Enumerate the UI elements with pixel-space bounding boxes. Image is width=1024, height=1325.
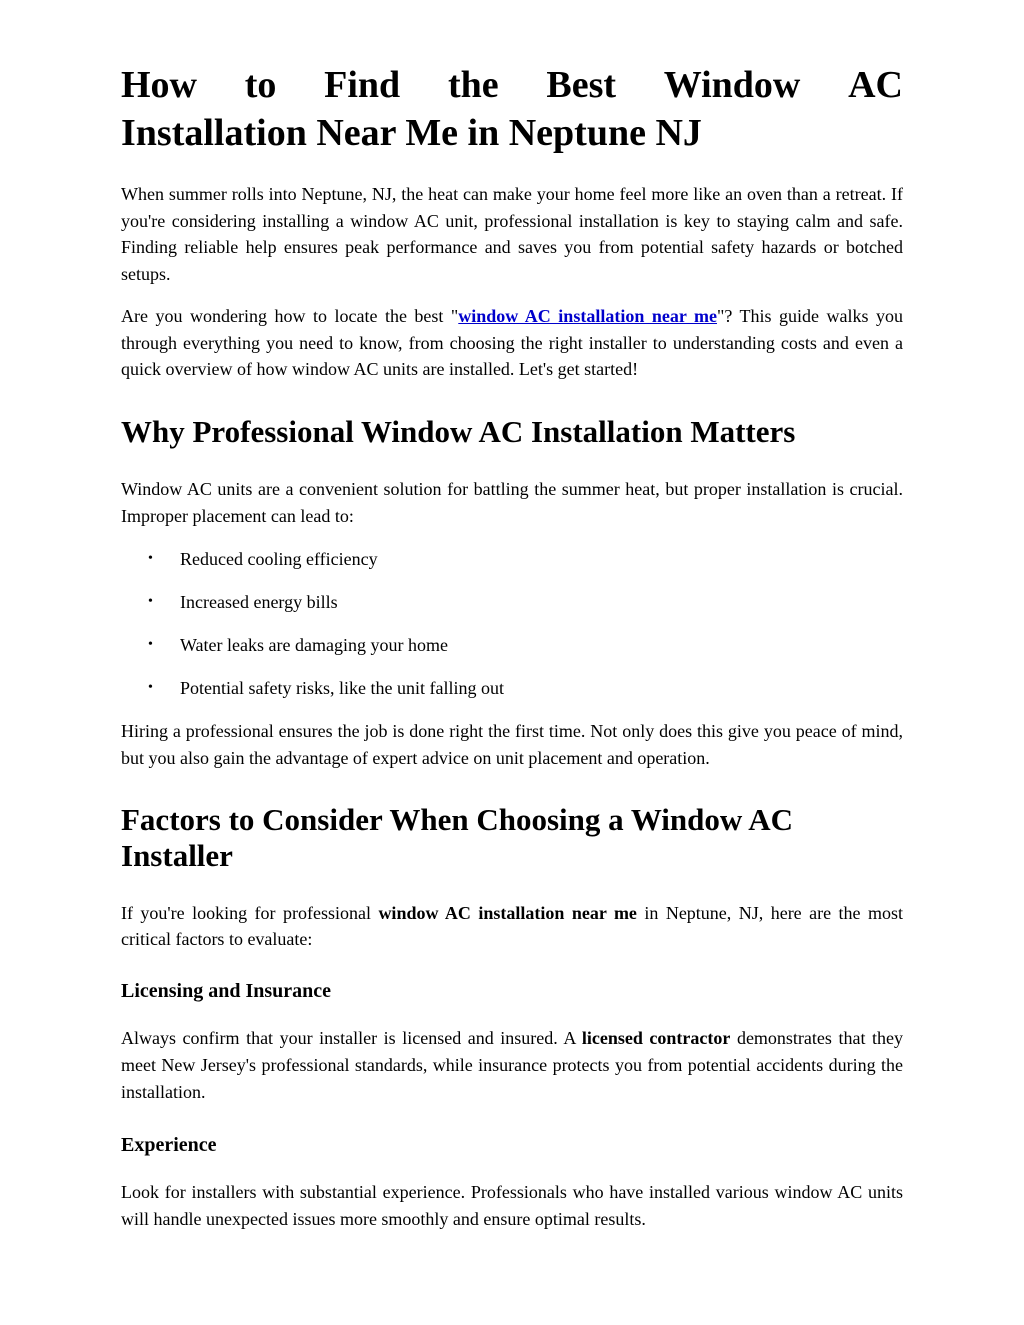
- list-item: [121, 675, 903, 701]
- section1-paragraph-1: Window AC units are a convenient solution for battling the summer heat, but proper installation is crucial. Improper placement can lead to:: [121, 478, 903, 526]
- intro-paragraph-2: [121, 303, 903, 383]
- title-line-1: [121, 61, 903, 109]
- bullet-icon: •: [148, 637, 153, 653]
- document-content: [121, 61, 903, 1233]
- experience-paragraph: Look for installers with substantial experience. Professionals who have installed various window AC units will handle unexpected issues more smoothly and ensure optimal results.: [121, 1182, 903, 1229]
- section2-text-before: If you're looking for professional: [121, 902, 379, 923]
- title-word: to: [244, 64, 277, 106]
- title-word: AC: [848, 64, 903, 106]
- risks-list: [121, 546, 903, 701]
- bold-keyword: window AC installation near me: [378, 902, 637, 923]
- list-item-text: Potential safety risks, like the unit falling out: [180, 678, 504, 699]
- title-word: the: [447, 64, 499, 106]
- window-ac-installation-link[interactable]: window AC installation near me: [458, 305, 717, 326]
- bullet-icon: •: [148, 594, 153, 610]
- list-item-text: Reduced cooling efficiency: [180, 549, 378, 570]
- subheading-licensing-insurance: Licensing and Insurance: [121, 980, 332, 1003]
- section-heading-why-professional: Why Professional Window AC Installation Matters: [121, 413, 796, 449]
- title-word: How: [121, 64, 197, 106]
- list-item-text: Increased energy bills: [180, 592, 338, 613]
- intro-paragraph-1: When summer rolls into Neptune, NJ, the heat can make your home feel more like an oven than a retreat. If you're considering installing a window AC unit, professional installation is key to staying calm and safe. Finding reliable help ensures peak performance and saves you from potential safety hazards or botched setups.: [121, 184, 903, 285]
- subheading-experience: Experience: [121, 1134, 217, 1157]
- page-title: [121, 61, 903, 157]
- section1-paragraph-2: Hiring a professional ensures the job is done right the first time. Not only does this give you peace of mind, but you also gain the advantage of expert advice on unit placement and operation.: [121, 721, 903, 769]
- bold-licensed-contractor: licensed contractor: [581, 1028, 731, 1049]
- section2-paragraph-1: [121, 900, 903, 953]
- list-item: [121, 632, 903, 658]
- list-item: [121, 546, 903, 572]
- list-item-text: Water leaks are damaging your home: [180, 635, 448, 656]
- title-line-2: Installation Near Me in Neptune NJ: [121, 112, 702, 154]
- list-item: [121, 589, 903, 615]
- licensing-text-before: Always confirm that your installer is licensed and insured. A: [121, 1028, 582, 1049]
- title-word: Find: [324, 64, 401, 106]
- intro-text-before-link: Are you wondering how to locate the best ": [121, 305, 459, 326]
- bullet-icon: •: [148, 551, 153, 567]
- title-word: Best: [546, 64, 617, 106]
- section-heading-factors: Factors to Consider When Choosing a Window AC Installer: [121, 801, 794, 873]
- licensing-text-after: demonstrates that they meet New Jersey's professional standards, while insurance protects you from potential accidents during the installation.: [121, 1028, 903, 1102]
- bullet-icon: •: [148, 680, 153, 696]
- title-word: Window: [663, 64, 801, 106]
- licensing-paragraph: [121, 1025, 903, 1105]
- section2-text-after: in Neptune, NJ, here are the most critical factors to evaluate:: [121, 902, 903, 950]
- intro-text-after-link: "? This guide walks you through everything you need to know, from choosing the right installer to understanding costs and even a quick overview of how window AC units are installed. Let's get started!: [121, 305, 903, 380]
